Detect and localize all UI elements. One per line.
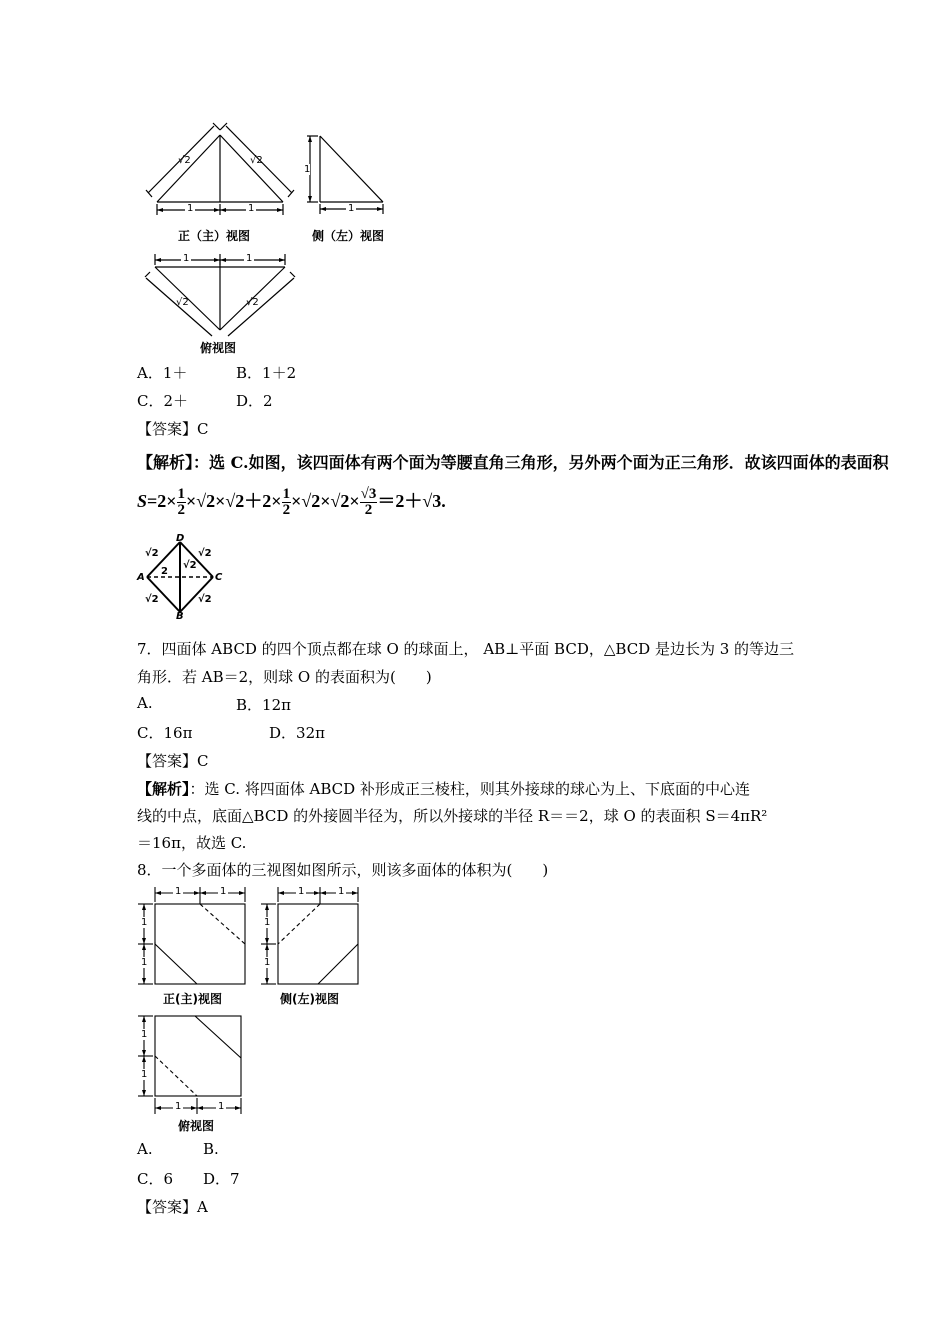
q6-formula-root3-frac [360, 487, 378, 518]
q6-formula-half-2-den: 2 [282, 502, 291, 519]
q6-formula-eq: =2× [147, 491, 177, 511]
q6-top-caption: 俯视图 [200, 341, 237, 355]
q6-formula-half-1-den: 2 [177, 502, 186, 519]
q7-option-b: B．12π [236, 696, 291, 714]
q6-side-dim-width: 1 [348, 203, 355, 214]
q7-stem-line1: 7．四面体 ABCD 的四个顶点都在球 O 的球面上， AB⊥平面 BCD，△BCD 是边长为 3 的等边三 [137, 640, 795, 658]
q6-side-dim-height: 1 [304, 164, 311, 175]
q7-analysis-line2: 线的中点，底面△BCD 的外接圆半径为，所以外接球的半径 R＝＝2，球 O 的表面积 S＝4πR² [137, 807, 768, 825]
q6-diagram-label-b: B [176, 611, 184, 622]
q6-top-sqrt2-right: √2 [246, 297, 259, 308]
q8-top-dim-left-a: 1 [141, 1029, 148, 1040]
q6-diagram-label-2: 2 [161, 566, 168, 577]
q6-analysis-text: ：选 C.如图，该四面体有两个面为等腰直角三角形，另外两个面为正三角形．故该四面体的表面积 [193, 453, 889, 472]
q6-side-caption: 侧（左）视图 [312, 229, 385, 243]
q6-top-view [140, 250, 300, 340]
q6-front-dim-1b: 1 [248, 203, 255, 214]
q8-side-dim-top-b: 1 [338, 886, 345, 897]
q6-formula-part1: ×√2×√2＋2× [186, 491, 282, 511]
q6-formula-half-1-num: 1 [177, 486, 186, 503]
q6-top-dim-1b: 1 [246, 253, 253, 264]
q6-formula [137, 478, 446, 524]
q6-formula-s: S [137, 491, 148, 511]
q6-formula-root3-den: 2 [364, 502, 373, 519]
q8-top-dim-bottom-a: 1 [175, 1101, 182, 1112]
q8-front-dim-left-a: 1 [141, 917, 148, 928]
q7-analysis-line3: ＝16π，故选 C. [137, 834, 247, 852]
q6-formula-half-1 [177, 487, 187, 518]
q6-option-c: C．2＋ [137, 392, 189, 410]
q6-formula-half-2 [282, 487, 292, 518]
q8-side-dim-top-a: 1 [298, 886, 305, 897]
q7-analysis-text1: ：选 C. 将四面体 ABCD 补形成正三棱柱，则其外接球的球心为上、下底面的中心连 [189, 780, 750, 798]
q8-side-view [258, 884, 373, 989]
q8-option-a: A. [137, 1140, 153, 1158]
q6-diagram-label-c: C [215, 572, 223, 583]
q6-diagram-sqrt2-tr: √2 [198, 548, 212, 559]
q8-front-view [135, 884, 250, 989]
q7-analysis-head: 【解析】 [137, 780, 190, 798]
q6-formula-tail: ＝2＋√3. [377, 491, 446, 511]
q6-formula-half-2-num: 1 [282, 486, 291, 503]
q6-analysis [137, 450, 889, 473]
q6-option-b: B．1＋2 [236, 364, 297, 382]
q8-side-dim-left-b: 1 [264, 957, 271, 968]
q8-top-caption: 俯视图 [178, 1119, 215, 1133]
q7-option-c: C．16π [137, 724, 193, 742]
q8-stem: 8．一个多面体的三视图如图所示，则该多面体的体积为( ) [137, 861, 549, 879]
q6-answer: 【答案】C [137, 420, 209, 438]
q7-option-a: A. [137, 694, 153, 712]
q7-analysis-line1 [137, 778, 750, 799]
q8-front-dim-top-b: 1 [220, 886, 227, 897]
q8-answer: 【答案】A [137, 1198, 208, 1216]
q8-front-dim-left-b: 1 [141, 957, 148, 968]
q6-front-caption: 正（主）视图 [178, 229, 251, 243]
q7-stem-line2: 角形．若 AB＝2，则球 O 的表面积为( ) [137, 668, 432, 686]
q8-side-caption: 侧(左)视图 [280, 992, 339, 1006]
q8-option-b: B. [203, 1140, 219, 1158]
q6-diagram-sqrt2-tl: √2 [145, 548, 159, 559]
q6-diagram-sqrt2-mid: √2 [183, 560, 197, 571]
q6-front-view [140, 120, 300, 215]
q8-option-d: D．7 [203, 1170, 240, 1188]
q8-side-dim-left-a: 1 [264, 917, 271, 928]
q8-top-dim-bottom-b: 1 [218, 1101, 225, 1112]
q6-diagram-label-d: D [176, 533, 185, 544]
q6-top-sqrt2-left: √2 [176, 297, 189, 308]
q6-front-dim-1a: 1 [187, 203, 194, 214]
q6-formula-root3-num: √3 [360, 486, 377, 503]
q8-top-view [135, 1010, 250, 1120]
q6-formula-part2: ×√2×√2× [291, 491, 360, 511]
q6-diagram-label-a: A [137, 572, 145, 583]
q6-diagram-sqrt2-br: √2 [198, 594, 212, 605]
q6-top-dim-1a: 1 [183, 253, 190, 264]
q6-option-a: A．1＋ [137, 364, 188, 382]
q6-option-d: D．2 [236, 392, 273, 410]
q8-front-caption: 正(主)视图 [163, 992, 222, 1006]
q8-front-dim-top-a: 1 [175, 886, 182, 897]
q7-answer: 【答案】C [137, 752, 209, 770]
q6-front-sqrt2-right: √2 [250, 155, 263, 166]
q6-diagram-sqrt2-bl: √2 [145, 594, 159, 605]
q8-option-c: C．6 [137, 1170, 174, 1188]
q6-analysis-head: 【解析】 [137, 453, 194, 472]
q8-top-dim-left-b: 1 [141, 1069, 148, 1080]
q7-option-d: D．32π [269, 724, 325, 742]
q6-front-sqrt2-left: √2 [178, 155, 191, 166]
